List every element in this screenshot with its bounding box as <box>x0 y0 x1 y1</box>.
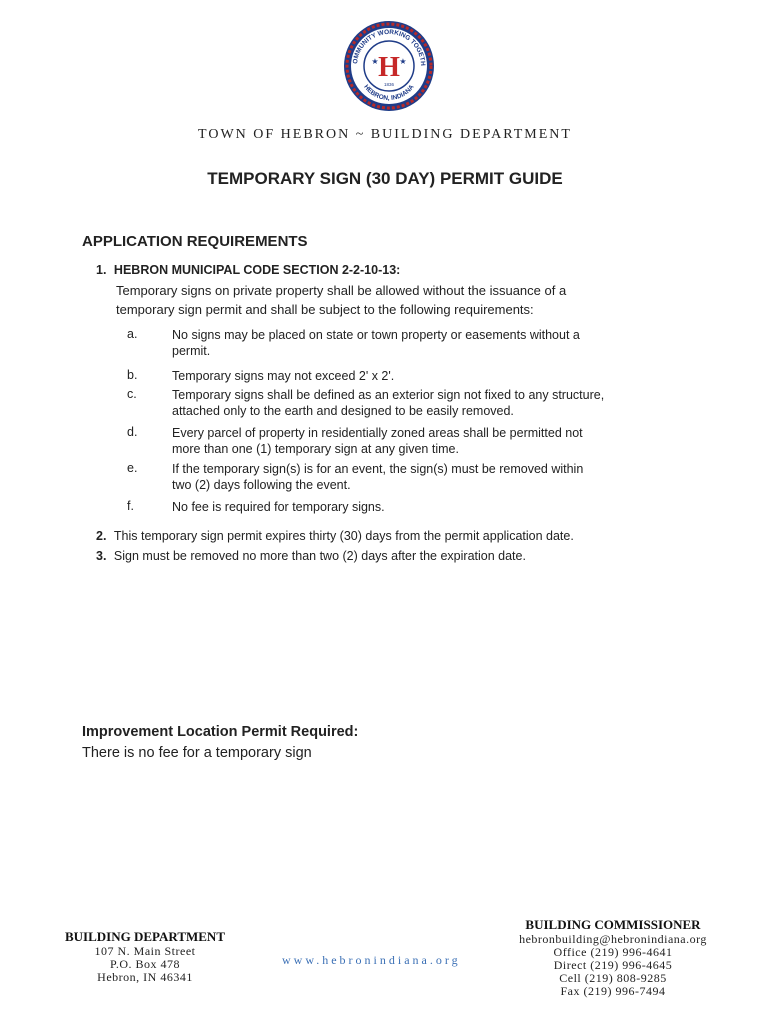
fax-number: Fax (219) 996-7494 <box>560 984 666 998</box>
svg-text:★: ★ <box>371 57 379 66</box>
svg-text:A COMMUNITY WORKING TOGETHER: OMMUNITY WORKING TOGETH <box>352 28 427 67</box>
subitem-letter: a. <box>127 327 138 341</box>
svg-text:H: H <box>378 52 400 83</box>
subitem-text <box>172 387 712 419</box>
ilp-text: There is no fee for a temporary sign <box>82 745 312 761</box>
page-title: TEMPORARY SIGN (30 DAY) PERMIT GUIDE <box>207 169 563 188</box>
subitem-line: Temporary signs may not exceed 2' x 2'. <box>172 369 395 383</box>
subitem-line: If the temporary sign(s) is for an event, the sign(s) must be removed within <box>172 462 584 476</box>
subitem-line: attached only to the earth and designed to be easily removed. <box>172 404 514 418</box>
website-link[interactable]: www.hebronindiana.org <box>282 953 461 967</box>
subitem-text <box>172 461 712 493</box>
section-title: APPLICATION REQUIREMENTS <box>82 233 308 250</box>
footer-right-heading: BUILDING COMMISSIONER <box>525 917 701 932</box>
footer-building-department <box>60 929 230 984</box>
subitem-letter: b. <box>127 368 138 382</box>
subitem-text <box>172 368 712 384</box>
ilp-heading: Improvement Location Permit Required: <box>82 724 359 740</box>
address-line: 107 N. Main Street <box>94 944 196 958</box>
item-2 <box>96 529 574 543</box>
item-1-intro <box>116 281 676 319</box>
address-line: Hebron, IN 46341 <box>97 970 193 984</box>
town-seal-logo <box>343 20 435 112</box>
subitem-letter: e. <box>127 461 138 475</box>
item-3-number: 3. <box>96 549 107 563</box>
svg-text:HEBRON, INDIANA: HEBRON, INDIANA <box>362 83 416 103</box>
subitem-line: Temporary signs shall be defined as an exterior sign not fixed to any structure, <box>172 388 605 402</box>
item-2-text: This temporary sign permit expires thirty (30) days from the permit application date. <box>113 529 574 543</box>
footer-building-commissioner <box>508 917 718 998</box>
svg-text:1836: 1836 <box>383 82 395 87</box>
item-1-heading <box>96 263 400 277</box>
email-link[interactable]: hebronbuilding@hebronindiana.org <box>519 932 707 946</box>
subitem-text <box>172 499 712 515</box>
office-phone: Office (219) 996-4641 <box>553 945 673 959</box>
subitem-text <box>172 327 712 359</box>
address-line: P.O. Box 478 <box>109 957 180 971</box>
item-3-text: Sign must be removed no more than two (2) days after the expiration date. <box>113 549 526 563</box>
item-2-number: 2. <box>96 529 107 543</box>
subitem-line: Every parcel of property in residentially zoned areas shall be permitted not <box>172 426 583 440</box>
footer-left-heading: BUILDING DEPARTMENT <box>64 929 225 944</box>
subitem-line: No fee is required for temporary signs. <box>172 500 385 514</box>
subitem-letter: d. <box>127 425 138 439</box>
subitem-letter: c. <box>127 387 137 401</box>
subitem-line: more than one (1) temporary sign at any given time. <box>172 442 459 456</box>
cell-phone: Cell (219) 808-9285 <box>559 971 667 985</box>
subitem-line: two (2) days following the event. <box>172 478 351 492</box>
svg-text:★: ★ <box>399 57 407 66</box>
subitem-line: No signs may be placed on state or town property or easements without a <box>172 328 580 342</box>
code-section-heading: HEBRON MUNICIPAL CODE SECTION 2-2-10-13: <box>113 263 401 277</box>
item-1-number: 1. <box>96 263 107 277</box>
direct-phone: Direct (219) 996-4645 <box>553 958 673 972</box>
subitem-line: permit. <box>172 344 211 358</box>
department-header: TOWN OF HEBRON ~ BUILDING DEPARTMENT <box>198 127 572 142</box>
subitem-text <box>172 425 712 457</box>
intro-line: temporary sign permit and shall be subject to the following requirements: <box>116 302 534 317</box>
subitem-letter: f. <box>127 499 134 513</box>
item-3 <box>96 549 526 563</box>
intro-line: Temporary signs on private property shall be allowed without the issuance of a <box>116 283 567 298</box>
